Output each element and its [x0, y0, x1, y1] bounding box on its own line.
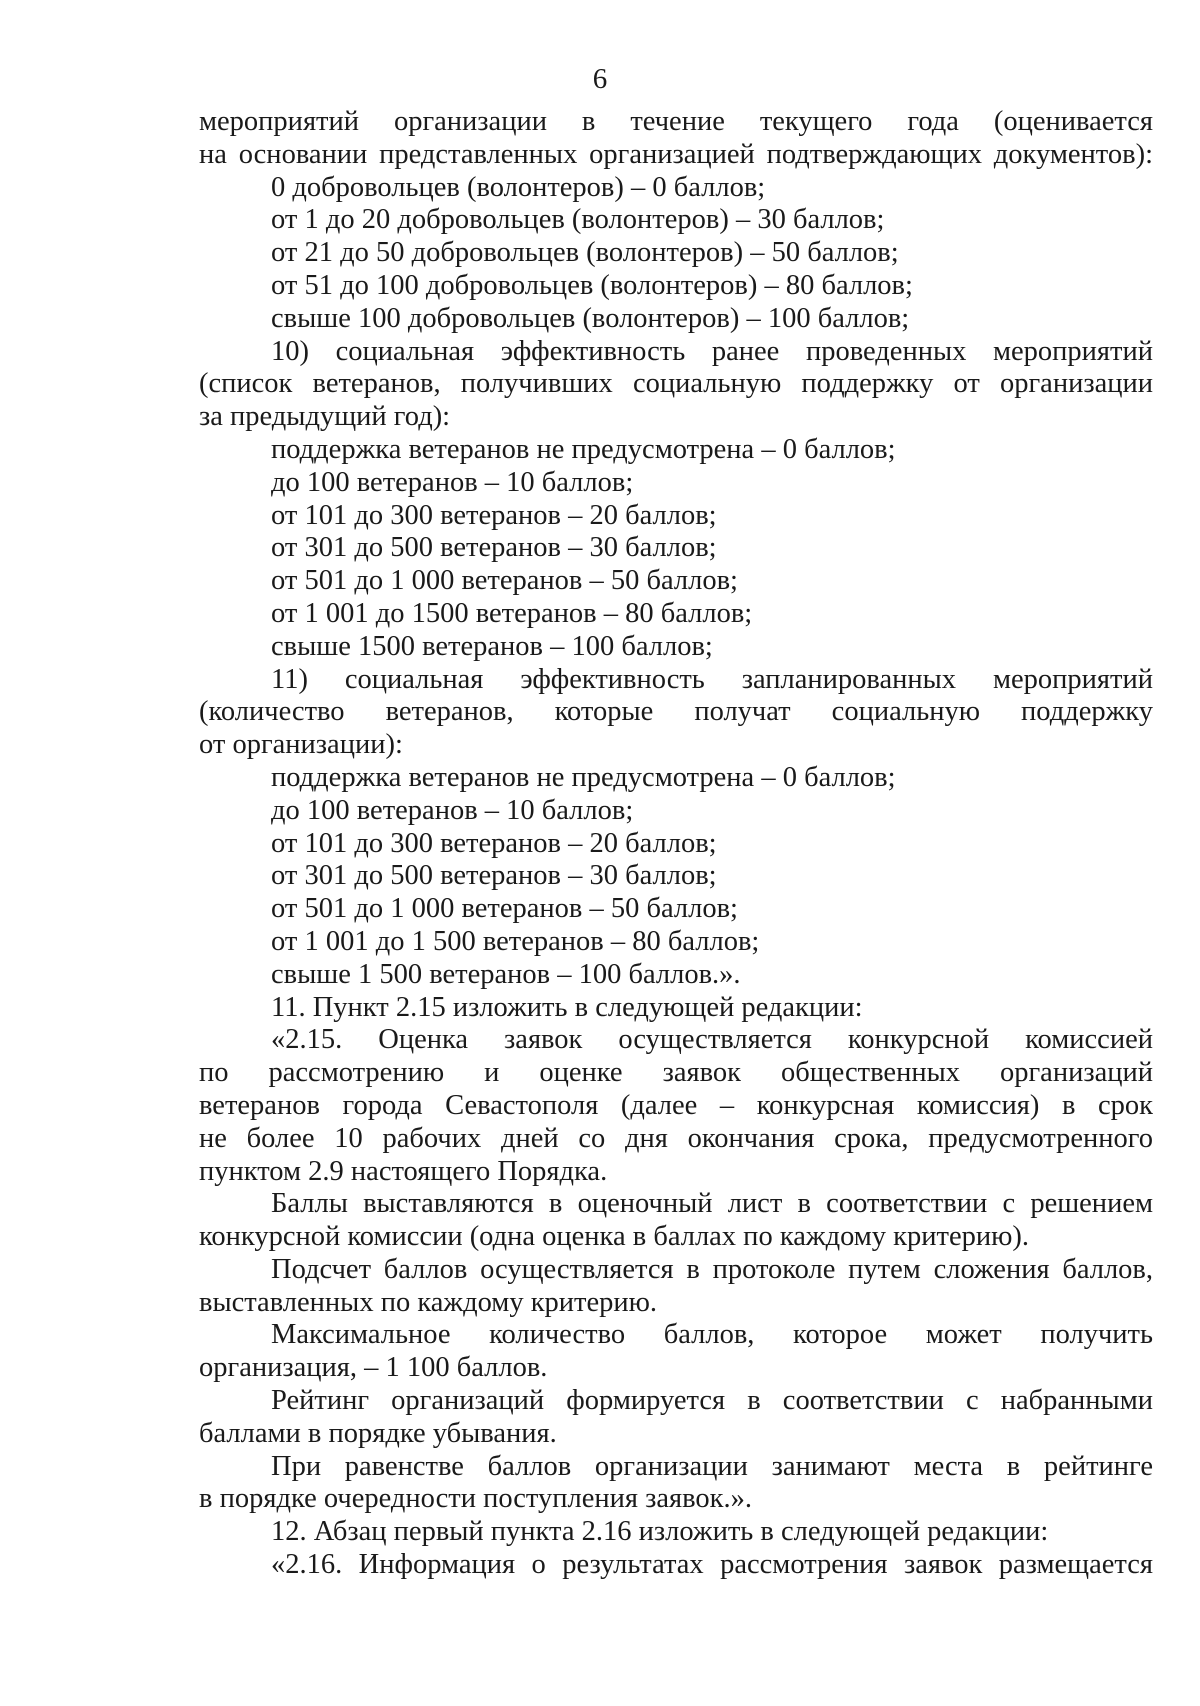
text-line: организация, – 1 100 баллов. [199, 1352, 548, 1384]
text-line: 10) социальная эффективность ранее проведенных мероприятий [271, 335, 1153, 367]
text-line: от 1 до 20 добровольцев (волонтеров) – 30 баллов; [271, 204, 885, 236]
text-line: от 301 до 500 ветеранов – 30 баллов; [271, 532, 717, 564]
text-line: в порядке очередности поступления заявок.». [199, 1483, 752, 1515]
text-line: от 1 001 до 1 500 ветеранов – 80 баллов; [271, 925, 760, 957]
text-line: свыше 1 500 ветеранов – 100 баллов.». [271, 958, 741, 990]
text-line: от 1 001 до 1500 ветеранов – 80 баллов; [271, 597, 753, 629]
text-line: от организации): [199, 729, 403, 761]
text-line: 0 добровольцев (волонтеров) – 0 баллов; [271, 171, 766, 203]
text-line: (количество ветеранов, которые получат социальную поддержку [199, 696, 1153, 728]
text-line: поддержка ветеранов не предусмотрена – 0 баллов; [271, 761, 896, 793]
text-line: за предыдущий год): [199, 401, 451, 433]
text-line: мероприятий организации в течение текущего года (оценивается [199, 106, 1153, 137]
text-line: от 301 до 500 ветеранов – 30 баллов; [271, 860, 717, 892]
text-line: на основании представленных организацией подтверждающих документов): [199, 138, 1153, 170]
text-line: от 51 до 100 добровольцев (волонтеров) – 80 баллов; [271, 269, 913, 301]
text-line: от 101 до 300 ветеранов – 20 баллов; [271, 827, 717, 859]
text-line: до 100 ветеранов – 10 баллов; [271, 466, 634, 498]
text-line: «2.16. Информация о результатах рассмотрения заявок размещается [271, 1549, 1153, 1581]
text-line: ветеранов города Севастополя (далее – конкурсная комиссия) в срок [199, 1089, 1153, 1121]
text-line: от 21 до 50 добровольцев (волонтеров) – 50 баллов; [271, 237, 899, 269]
text-line: поддержка ветеранов не предусмотрена – 0 баллов; [271, 433, 896, 465]
document-body [199, 106, 1153, 1582]
text-line: до 100 ветеранов – 10 баллов; [271, 794, 634, 826]
text-line: свыше 100 добровольцев (волонтеров) – 100 баллов; [271, 302, 910, 334]
text-line: выставленных по каждому критерию. [199, 1286, 658, 1318]
text-line: по рассмотрению и оценке заявок общественных организаций [199, 1057, 1153, 1089]
text-line: «2.15. Оценка заявок осуществляется конкурсной комиссией [271, 1024, 1153, 1056]
text-line: от 501 до 1 000 ветеранов – 50 баллов; [271, 565, 738, 597]
text-line: Подсчет баллов осуществляется в протоколе путем сложения баллов, [271, 1253, 1153, 1285]
text-line: (список ветеранов, получивших социальную поддержку от организации [199, 368, 1153, 400]
text-line: конкурсной комиссии (одна оценка в баллах по каждому критерию). [199, 1221, 1030, 1253]
page-number: 6 [592, 63, 608, 95]
text-line: свыше 1500 ветеранов – 100 баллов; [271, 630, 713, 662]
text-line: 11. Пункт 2.15 изложить в следующей редакции: [271, 991, 863, 1023]
text-line: пунктом 2.9 настоящего Порядка. [199, 1155, 608, 1187]
text-line: от 101 до 300 ветеранов – 20 баллов; [271, 499, 717, 531]
text-line: Максимальное количество баллов, которое может получить [271, 1319, 1153, 1351]
text-line: от 501 до 1 000 ветеранов – 50 баллов; [271, 893, 738, 925]
text-line: Рейтинг организаций формируется в соответствии с набранными [271, 1385, 1153, 1417]
text-line: 12. Абзац первый пункта 2.16 изложить в следующей редакции: [271, 1516, 1049, 1548]
text-line: Баллы выставляются в оценочный лист в соответствии с решением [271, 1188, 1153, 1220]
text-line: баллами в порядке убывания. [199, 1417, 557, 1449]
text-line: не более 10 рабочих дней со дня окончания срока, предусмотренного [199, 1122, 1153, 1154]
text-line: При равенстве баллов организации занимают места в рейтинге [271, 1450, 1153, 1482]
text-line: 11) социальная эффективность запланированных мероприятий [271, 663, 1153, 695]
